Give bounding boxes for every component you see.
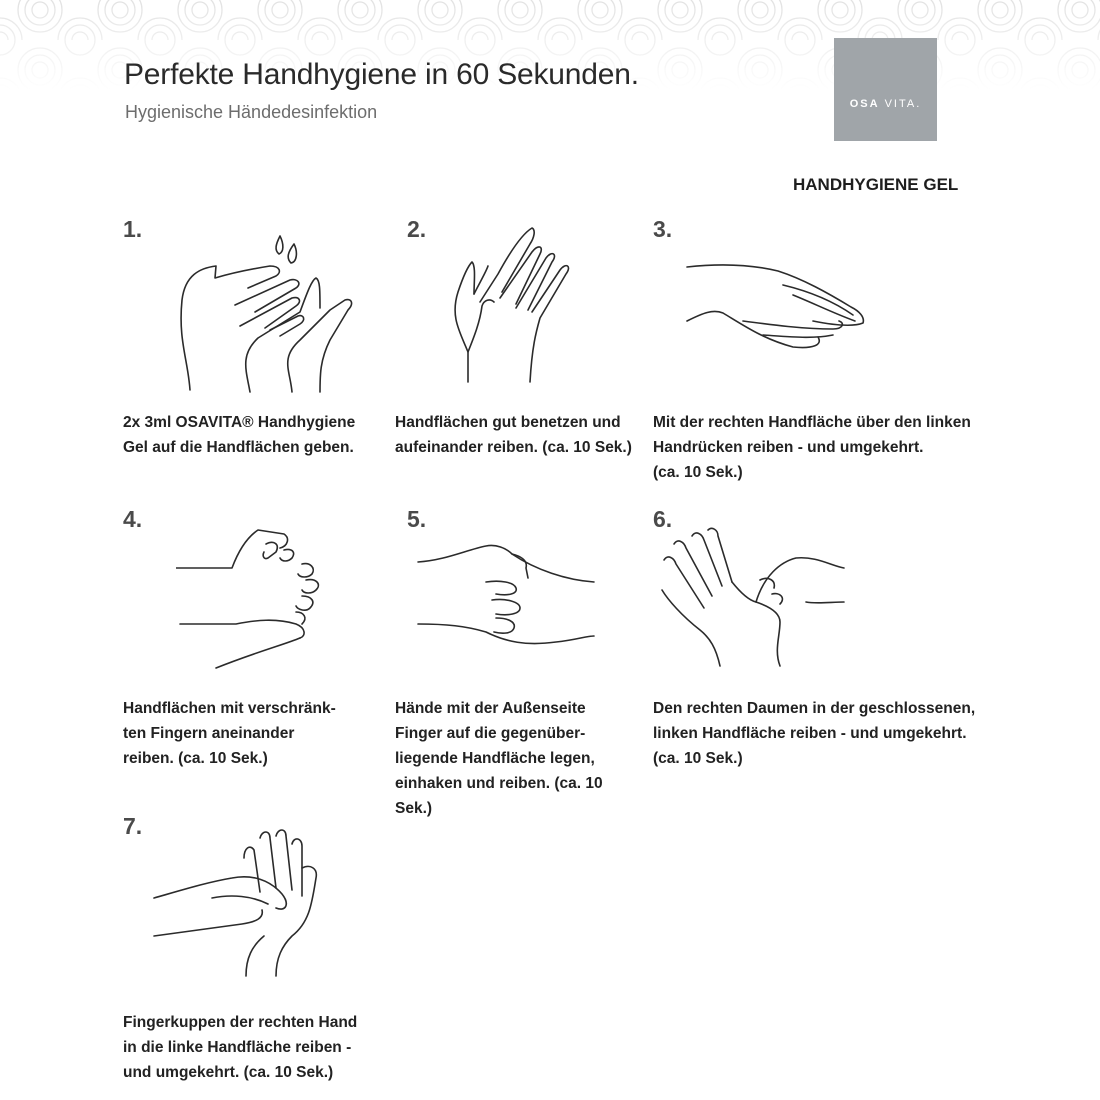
step-description: Mit der rechten Handfläche über den linken Handrücken reiben - und umgekehrt. (ca. 10 Sek.) bbox=[653, 414, 971, 481]
palm-over-back-of-hand-icon bbox=[683, 255, 883, 355]
step-number: 4. bbox=[123, 506, 143, 532]
step-number: 5. bbox=[407, 506, 427, 532]
step-description: 2x 3ml OSAVITA® Handhygiene Gel auf die Handflächen geben. bbox=[123, 414, 356, 456]
logo-wordmark: OSA VITA. bbox=[849, 98, 922, 110]
step-description: Handflächen gut benetzen und aufeinander reiben. (ca. 10 Sek.) bbox=[395, 414, 632, 456]
step-number: 6. bbox=[653, 506, 673, 532]
step-number: 3. bbox=[653, 216, 673, 242]
step-number: 1. bbox=[123, 216, 143, 242]
step-description: Hände mit der Außenseite Finger auf die gegenüber- liegende Handfläche legen, einhaken und reiben. (ca. 10 Sek.) bbox=[395, 700, 603, 817]
step-description: Fingerkuppen der rechten Hand in die linke Handfläche reiben - und umgekehrt. (ca. 10 Sek.) bbox=[123, 1014, 358, 1081]
thumb-rubbing-icon bbox=[656, 526, 848, 671]
palms-rubbing-icon bbox=[440, 222, 590, 387]
hands-receiving-drops-icon bbox=[170, 230, 360, 395]
fingertips-in-palm-icon bbox=[152, 828, 332, 980]
step-number: 7. bbox=[123, 813, 143, 839]
brand-logo bbox=[834, 38, 937, 141]
step-description: Handflächen mit verschränk- ten Fingern aneinander reiben. (ca. 10 Sek.) bbox=[123, 700, 336, 767]
page-subtitle: Hygienische Händedesinfektion bbox=[125, 102, 378, 122]
step-description: Den rechten Daumen in der geschlossenen, linken Handfläche reiben - und umgekehrt. (ca. 10 Sek.) bbox=[653, 700, 976, 767]
hooked-fingers-icon bbox=[416, 542, 598, 654]
product-label: HANDHYGIENE GEL bbox=[793, 175, 959, 194]
page-title: Perfekte Handhygiene in 60 Sekunden. bbox=[124, 58, 639, 91]
interlaced-fingers-icon bbox=[176, 528, 346, 670]
step-number: 2. bbox=[407, 216, 427, 242]
